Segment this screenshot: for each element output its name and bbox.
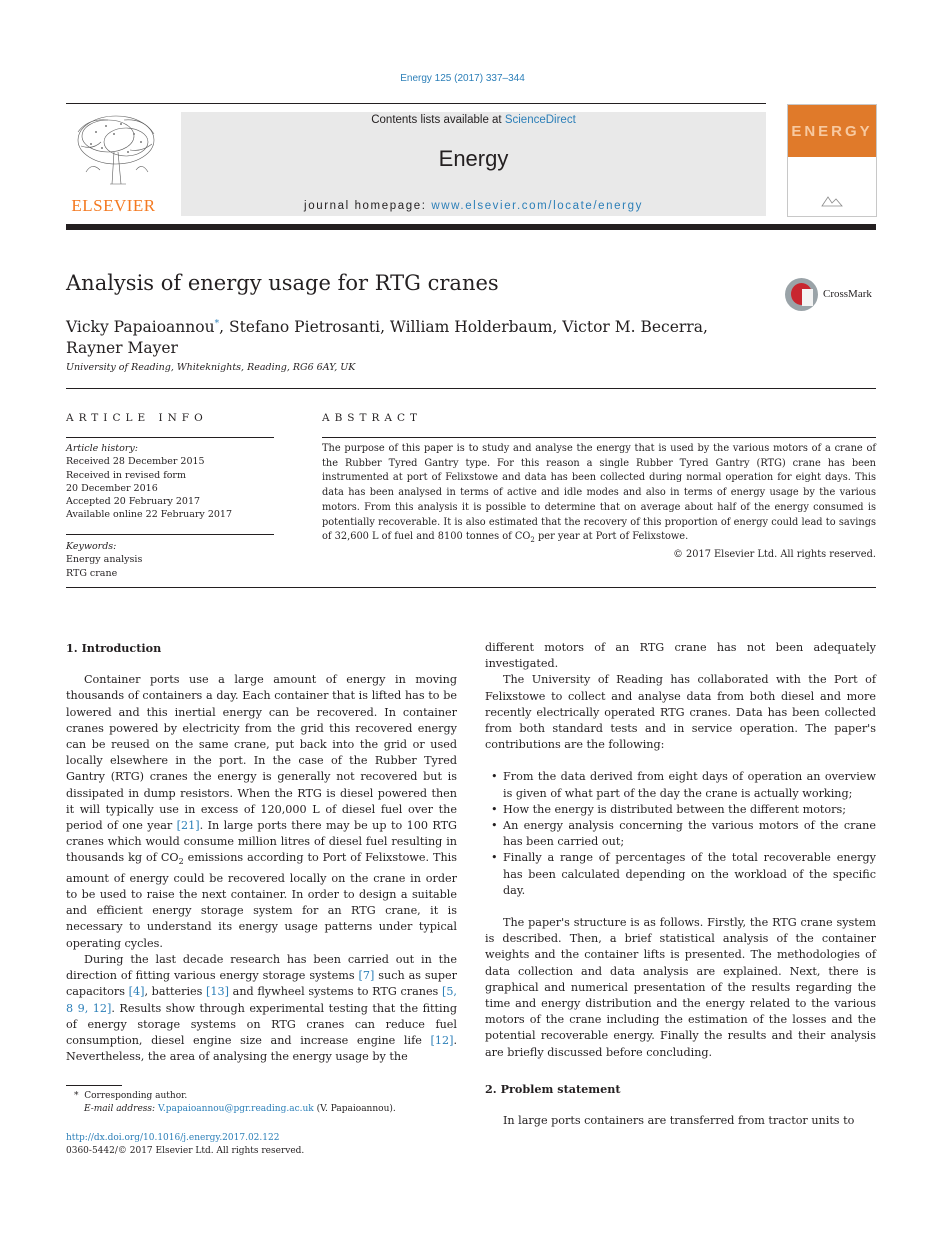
keywords-block bbox=[66, 540, 276, 580]
reference-link[interactable]: [13] bbox=[206, 985, 230, 999]
abstract-heading: ABSTRACT bbox=[322, 412, 423, 424]
cover-publisher-icon bbox=[818, 193, 846, 209]
authors-line1: , Stefano Pietrosanti, William Holderbaum, Victor M. Becerra, bbox=[219, 318, 708, 337]
footnote-rule bbox=[66, 1085, 122, 1086]
reference-link[interactable]: [4] bbox=[128, 985, 145, 999]
article-history bbox=[66, 442, 276, 522]
journal-homepage bbox=[181, 200, 766, 212]
section-heading-introduction: 1. Introduction bbox=[66, 641, 162, 655]
corresponding-author-mark[interactable]: * bbox=[214, 319, 220, 329]
tree-icon bbox=[66, 112, 161, 194]
paragraph: The University of Reading has collaborated with the Port of Felixstowe to collect and analyse data from both diesel and more recently electrically operated RTG cranes. Data has been collected from both standard tests and in service operation. The paper's contributions are the following: bbox=[485, 673, 876, 752]
history-item: Received 28 December 2015 bbox=[66, 456, 205, 468]
history-item: Received in revised form bbox=[66, 469, 186, 481]
reference-link[interactable]: [21] bbox=[176, 819, 200, 833]
reference-link[interactable]: [7] bbox=[358, 969, 375, 983]
contents-line bbox=[181, 114, 766, 126]
list-item: • How the energy is distributed between the different motors; bbox=[503, 802, 876, 818]
reference-link[interactable]: [12] bbox=[430, 1033, 454, 1047]
journal-header-band bbox=[181, 112, 766, 216]
email-owner: (V. Papaioannou). bbox=[313, 1104, 396, 1115]
paragraph: different motors of an RTG crane has not been adequately investigated. bbox=[485, 641, 876, 671]
elsevier-logo bbox=[66, 112, 161, 216]
article-info-heading: ARTICLE INFO bbox=[66, 412, 208, 424]
doi-link[interactable]: http://dx.doi.org/10.1016/j.energy.2017.02.122 bbox=[66, 1133, 280, 1143]
journal-title: Energy bbox=[438, 146, 509, 171]
header-rule bbox=[66, 103, 766, 104]
issn-copyright: 0360-5442/© 2017 Elsevier Ltd. All rights reserved. bbox=[66, 1146, 305, 1157]
list-item: • An energy analysis concerning the various motors of the crane has been carried out; bbox=[503, 818, 876, 850]
abstract-copyright: © 2017 Elsevier Ltd. All rights reserved. bbox=[673, 548, 876, 560]
abstract-bottom-rule bbox=[66, 587, 876, 588]
corresponding-author-note: Corresponding author. bbox=[84, 1091, 188, 1101]
section-rule bbox=[66, 388, 876, 389]
elsevier-wordmark: ELSEVIER bbox=[71, 196, 156, 215]
paragraph: The paper's structure is as follows. Firstly, the RTG crane system is described. Then, a brief statistical analysis of the container weights and the container lifts is presented. The methodologies of data collection and data analysis are explained. Next, there is graphical and numerical presentation of the results regarding the time and energy distribution and the energy related to the various motors of the crane including the estimation of the losses and the potential recoverable energy. Finally the results and their analysis are briefly discussed before concluding. bbox=[485, 916, 876, 1059]
history-item: 20 December 2016 bbox=[66, 482, 158, 494]
abstract-text-end: per year at Port of Felixstowe. bbox=[534, 531, 689, 543]
keyword-item: Energy analysis bbox=[66, 554, 143, 566]
authors-line2: Rayner Mayer bbox=[66, 339, 178, 358]
crossmark-icon bbox=[785, 278, 818, 311]
crossmark-label: CrossMark bbox=[823, 288, 872, 300]
keywords-label: Keywords: bbox=[66, 541, 117, 552]
abstract-subscript: 2 bbox=[530, 536, 535, 545]
author-first[interactable]: Vicky Papaioannou bbox=[66, 318, 215, 337]
crossmark-badge[interactable] bbox=[785, 278, 885, 314]
abstract-rule bbox=[322, 437, 876, 438]
keywords-rule bbox=[66, 534, 274, 535]
journal-citation[interactable]: Energy 125 (2017) 337–344 bbox=[400, 73, 525, 84]
left-column bbox=[66, 640, 457, 1065]
right-column bbox=[485, 640, 876, 1129]
list-item: • Finally a range of percentages of the total recoverable energy has been calculated depending on the workload of the specific day. bbox=[503, 850, 876, 899]
history-label: Article history: bbox=[66, 443, 138, 454]
paragraph: During the last decade research has been carried out in the direction of fitting various energy storage systems [7] such as super capacitors [4], batteries [13] and flywheel systems to RTG cranes [5, 8 9, 12]. Results show through experimental testing that the fitting of energy storage systems on RTG cranes can reduce fuel consumption, diesel engine size and increase engine life [12]. Nevertheless, the area of analysing the energy usage by the bbox=[66, 952, 457, 1064]
abstract-body bbox=[322, 442, 876, 563]
article-info-rule bbox=[66, 437, 274, 438]
paragraph: In large ports containers are transferred from tractor units to bbox=[503, 1114, 855, 1128]
history-item: Accepted 20 February 2017 bbox=[66, 496, 201, 508]
contribution-list bbox=[485, 769, 876, 899]
homepage-link[interactable]: www.elsevier.com/locate/energy bbox=[431, 200, 643, 212]
cover-title: ENERGY bbox=[791, 123, 873, 140]
journal-cover-thumbnail[interactable] bbox=[787, 104, 877, 217]
abstract-text: The purpose of this paper is to study and analyse the energy that is used by the various motors of a crane of the Rubber Tyred Gantry type. For this reason a single Rubber Tyred Gantry (RTG) crane has been instrumented at port of Felixstowe and data has been collected during normal operation for eight days. This data has been analysed in terms of active and idle modes and also in terms of energy usage by the various motors. From this analysis it is possible to determine that on average about half of the energy consumed is potentially recoverable. It is also estimated that the recovery of this proportion of energy could lead to savings of 32,600 L of fuel and 8100 tonnes of CO bbox=[322, 443, 876, 543]
section-heading-problem-statement: 2. Problem statement bbox=[485, 1081, 621, 1096]
homepage-prefix: journal homepage: bbox=[304, 200, 432, 212]
paragraph: Container ports use a large amount of energy in moving thousands of containers a day. Each container that is lifted has to be lowered and this inertial energy can be recovered. In container cranes powered by electricity from the grid this recovered energy can be reused on the same crane, put back into the grid or used locally elsewhere in the port. In the case of the Rubber Tyred Gantry (RTG) cranes the energy is generally not recovered but is dissipated in dump resistors. When the RTG is diesel powered then it will typically use in excess of 120,000 L of diesel fuel over the period of one year [21]. In large ports there may be up to 100 RTG cranes which would consume million litres of diesel fuel resulting in thousands kg of $CO_2$ emissions according to Port of Felixstowe. This amount of energy could be recovered locally on the crane in order to be used to raise the next container. In order to design a suitable and efficient energy storage system for an RTG crane, it is necessary to understand its energy usage patterns under typical operating cycles. bbox=[66, 673, 457, 950]
reference-link[interactable]: [5, 8 9, 12] bbox=[66, 985, 457, 1015]
keyword-item: RTG crane bbox=[66, 567, 118, 579]
email-label: E-mail address: bbox=[84, 1104, 158, 1115]
header-thick-rule bbox=[66, 224, 876, 230]
article-title: Analysis of energy usage for RTG cranes bbox=[66, 271, 499, 295]
affiliation: University of Reading, Whiteknights, Reading, RG6 6AY, UK bbox=[66, 362, 356, 373]
contents-prefix: Contents lists available at bbox=[371, 114, 505, 126]
sciencedirect-link[interactable]: ScienceDirect bbox=[504, 114, 576, 126]
author-email-link[interactable]: V.papaioannou@pgr.reading.ac.uk bbox=[157, 1104, 314, 1115]
footnote-mark: * bbox=[74, 1091, 79, 1101]
author-list bbox=[66, 314, 786, 359]
history-item: Available online 22 February 2017 bbox=[66, 509, 232, 521]
footnote bbox=[66, 1090, 396, 1117]
doi-block bbox=[66, 1132, 304, 1159]
list-item: • From the data derived from eight days of operation an overview is given of what part of the day the crane is actually working; bbox=[503, 769, 876, 801]
